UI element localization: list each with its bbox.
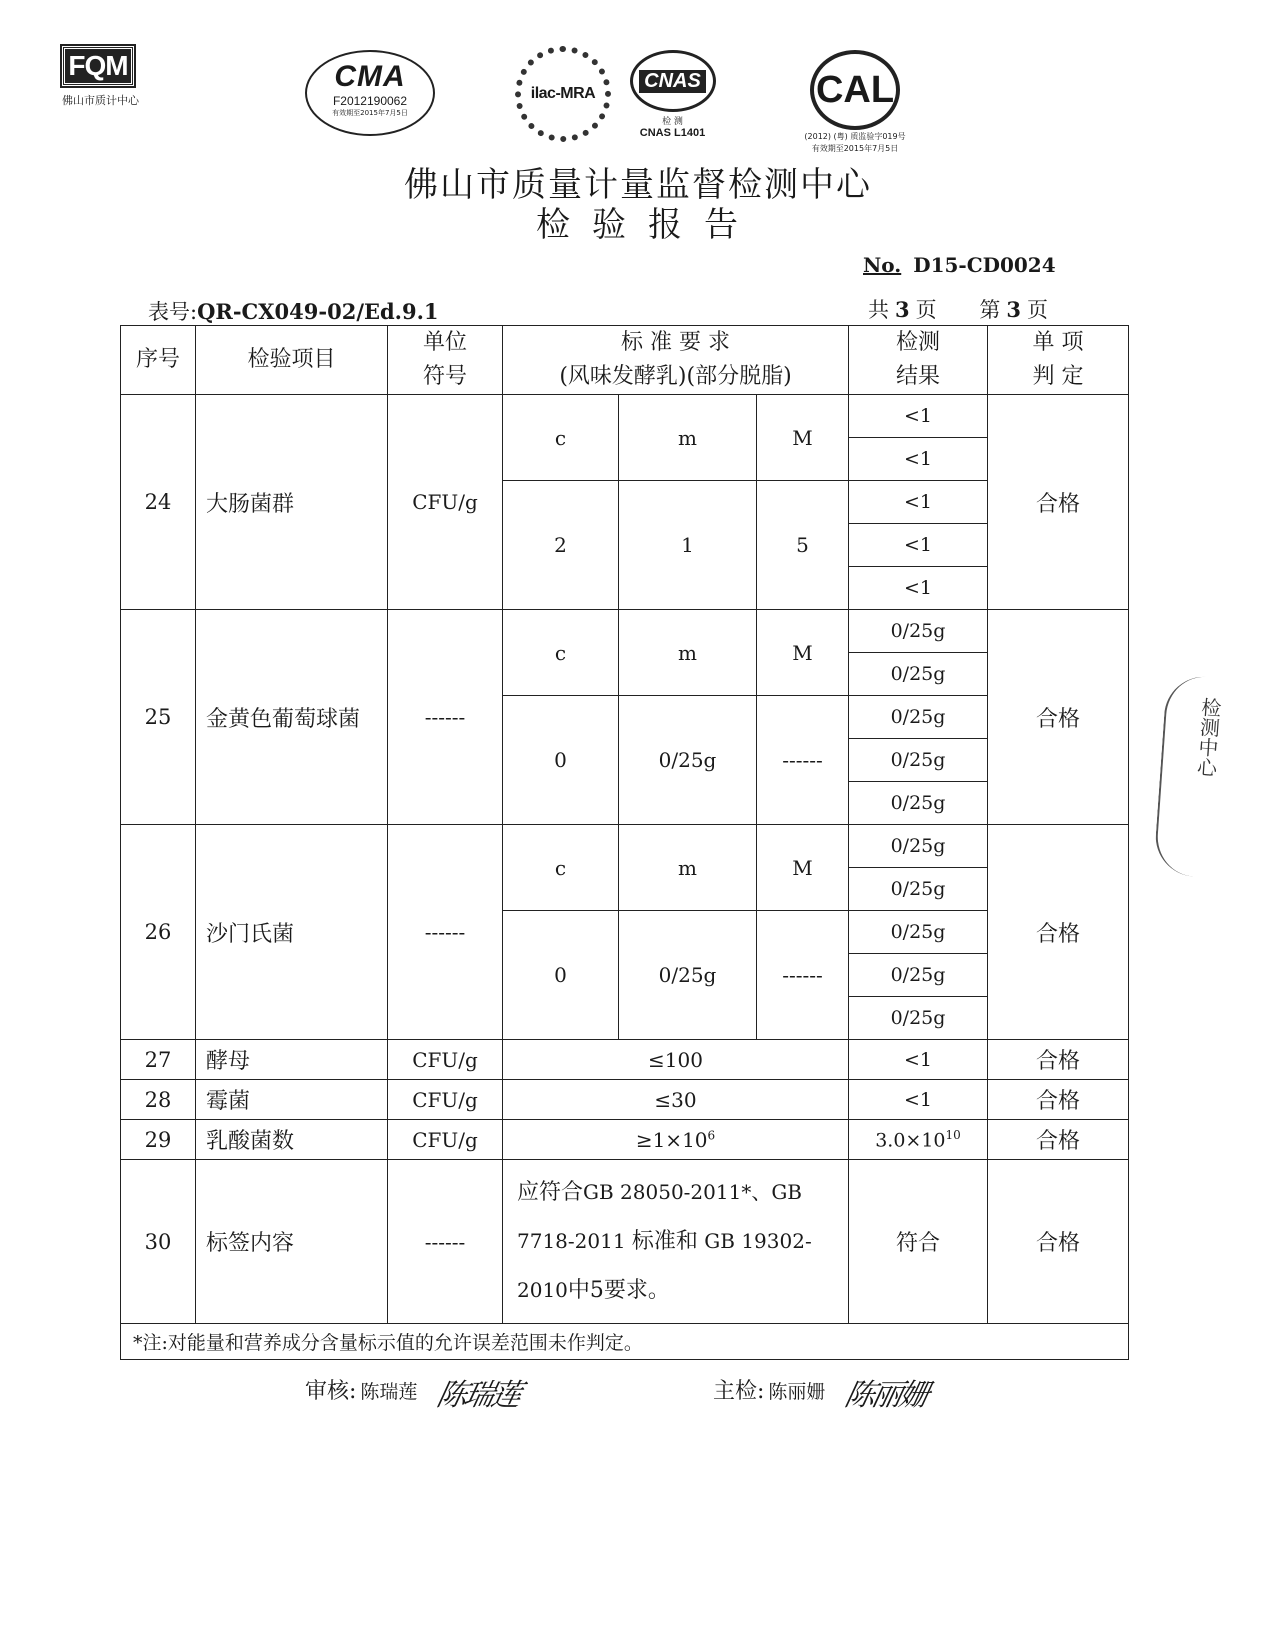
row-result: 0/25g: [849, 868, 988, 911]
reviewer-name: 陈瑞莲: [360, 1381, 418, 1403]
cnas-code: CNAS L1401: [639, 127, 706, 139]
cnas-logo-mark: CNAS: [639, 70, 706, 93]
row-item: 霉菌: [196, 1080, 388, 1120]
row-standard: [503, 1120, 849, 1160]
row-seq: 26: [121, 825, 196, 1040]
table-row: [121, 1040, 1129, 1080]
row-verdict: 合格: [988, 395, 1129, 610]
row-result: 0/25g: [849, 739, 988, 782]
table-row: [121, 1080, 1129, 1120]
row-result: 0/25g: [849, 610, 988, 653]
cnas-logo: [625, 50, 720, 139]
form-number-label: 表号:: [148, 300, 198, 324]
std-c-label: c: [503, 610, 619, 696]
row-result: 0/25g: [849, 782, 988, 825]
row-verdict: 合格: [988, 1120, 1129, 1160]
col-header-item: 检验项目: [196, 326, 388, 395]
row-unit: ------: [388, 825, 503, 1040]
cma-logo-mark: CMA: [334, 60, 406, 93]
std-text-part: 应符合: [517, 1180, 584, 1205]
col-header-standard: 标 准 要 求 (风味发酵乳)(部分脱脂): [503, 326, 849, 395]
fqm-logo: [62, 46, 152, 108]
form-number-value: QR-CX049-02/Ed.9.1: [197, 299, 439, 324]
std-text-part: GB 28050-2011*、GB 7718-2011: [517, 1180, 802, 1253]
table-row: [121, 395, 1129, 438]
ilac-mra-mark: ilac-MRA: [530, 85, 596, 102]
row-standard-exponent: 6: [707, 1127, 716, 1142]
row-result: 符合: [849, 1160, 988, 1324]
page-current-prefix: 第: [979, 298, 1001, 322]
col-header-seq: 序号: [121, 326, 196, 395]
page-current: 3: [1006, 297, 1021, 322]
fqm-logo-subtitle: 佛山市质计中心: [62, 95, 139, 107]
row-result: 0/25g: [849, 911, 988, 954]
row-result: 0/25g: [849, 653, 988, 696]
page-current-suffix: 页: [1026, 298, 1048, 322]
row-result: 0/25g: [849, 954, 988, 997]
inspection-table: [120, 325, 1129, 1360]
row-result: <1: [849, 438, 988, 481]
std-c-label: c: [503, 395, 619, 481]
row-standard: ≤30: [503, 1080, 849, 1120]
row-verdict: 合格: [988, 1040, 1129, 1080]
row-verdict: 合格: [988, 610, 1129, 825]
row-unit: CFU/g: [388, 1040, 503, 1080]
col-header-result: 检测 结果: [849, 326, 988, 395]
row-item: 金黄色葡萄球菌: [196, 610, 388, 825]
std-m-label: m: [619, 610, 757, 696]
report-number-label: No.: [863, 253, 902, 277]
std-c-value: 2: [503, 481, 619, 610]
std-m-value: 0/25g: [619, 911, 757, 1040]
std-M-label: M: [757, 395, 849, 481]
row-seq: 24: [121, 395, 196, 610]
row-result-exponent: 10: [945, 1127, 961, 1142]
form-number: [148, 296, 439, 326]
row-seq: 27: [121, 1040, 196, 1080]
cal-caption-1: (2012) (粤) 质监验字019号: [804, 132, 906, 141]
row-item: 大肠菌群: [196, 395, 388, 610]
std-c-label: c: [503, 825, 619, 911]
cnas-logo-circle: [630, 50, 716, 112]
std-M-label: M: [757, 610, 849, 696]
inspector-signature-block: [713, 1370, 931, 1414]
std-m-label: m: [619, 395, 757, 481]
fqm-logo-mark: FQM: [62, 46, 134, 86]
table-row: [121, 1120, 1129, 1160]
row-unit: ------: [388, 1160, 503, 1324]
row-seq: 25: [121, 610, 196, 825]
std-c-value: 0: [503, 911, 619, 1040]
row-result: 0/25g: [849, 997, 988, 1040]
reviewer-label: 审核:: [305, 1379, 357, 1404]
std-m-value: 1: [619, 481, 757, 610]
cnas-caption: 检 测: [662, 117, 683, 127]
report-title: 检验报告: [536, 205, 760, 245]
table-note: *注:对能量和营养成分含量标示值的允许误差范围未作判定。: [121, 1324, 1129, 1360]
row-seq: 29: [121, 1120, 196, 1160]
row-item: 沙门氏菌: [196, 825, 388, 1040]
row-standard: [503, 1160, 849, 1324]
table-note-row: [121, 1324, 1129, 1360]
inspector-label: 主检:: [713, 1379, 765, 1404]
reviewer-signature-block: [305, 1370, 523, 1414]
row-result-base: 3.0×10: [875, 1129, 946, 1152]
row-unit: CFU/g: [388, 395, 503, 610]
org-title: 佛山市质量计量监督检测中心: [404, 165, 872, 205]
std-M-value: ------: [757, 911, 849, 1040]
row-unit: CFU/g: [388, 1080, 503, 1120]
std-m-label: m: [619, 825, 757, 911]
cma-code: F2012190062: [332, 94, 408, 108]
report-number-value: D15-CD0024: [913, 253, 1056, 277]
inspector-signature: 陈丽姗: [841, 1378, 931, 1413]
row-result: 0/25g: [849, 696, 988, 739]
page-total-suffix: 页: [915, 298, 937, 322]
report-number: [863, 253, 1056, 277]
page-total-prefix: 共: [868, 298, 889, 322]
inspector-name: 陈丽姗: [768, 1381, 826, 1403]
table-row: [121, 610, 1129, 653]
std-M-value: ------: [757, 696, 849, 825]
std-m-value: 0/25g: [619, 696, 757, 825]
col-header-unit: 单位 符号: [388, 326, 503, 395]
row-result: [849, 1120, 988, 1160]
ilac-mra-logo: [515, 46, 611, 142]
row-unit: CFU/g: [388, 1120, 503, 1160]
std-text-part: 标准和: [631, 1229, 698, 1254]
row-verdict: 合格: [988, 825, 1129, 1040]
std-M-value: 5: [757, 481, 849, 610]
row-verdict: 合格: [988, 1160, 1129, 1324]
row-result: <1: [849, 1080, 988, 1120]
row-result: <1: [849, 1040, 988, 1080]
row-result: 0/25g: [849, 825, 988, 868]
table-header-row: [121, 326, 1129, 395]
std-text-part: 中5要求。: [567, 1278, 670, 1303]
page-total: 3: [895, 297, 910, 322]
row-item: 酵母: [196, 1040, 388, 1080]
std-text-part: GB 19302-2010: [517, 1229, 812, 1302]
row-item: 乳酸菌数: [196, 1120, 388, 1160]
page-info: [868, 294, 1048, 324]
row-result: <1: [849, 395, 988, 438]
row-unit: ------: [388, 610, 503, 825]
cal-logo-mark: CAL: [815, 68, 895, 111]
row-result: <1: [849, 524, 988, 567]
table-row: [121, 1160, 1129, 1324]
cma-logo: [305, 50, 435, 136]
std-c-value: 0: [503, 696, 619, 825]
row-result: <1: [849, 481, 988, 524]
col-header-verdict: 单 项 判 定: [988, 326, 1129, 395]
row-standard-base: ≥1×10: [635, 1127, 708, 1152]
std-M-label: M: [757, 825, 849, 911]
row-standard: ≤100: [503, 1040, 849, 1080]
cal-logo-circle: [810, 50, 900, 130]
cma-valid-date: 有效期至2015年7月5日: [332, 109, 408, 117]
official-seal-fragment: 检测中心: [1153, 674, 1227, 878]
cal-caption-2: 有效期至2015年7月5日: [811, 144, 899, 153]
table-row: [121, 825, 1129, 868]
row-result: <1: [849, 567, 988, 610]
row-verdict: 合格: [988, 1080, 1129, 1120]
reviewer-signature: 陈瑞莲: [433, 1378, 523, 1413]
row-item: 标签内容: [196, 1160, 388, 1324]
cal-logo: [800, 50, 910, 154]
row-seq: 28: [121, 1080, 196, 1120]
row-seq: 30: [121, 1160, 196, 1324]
